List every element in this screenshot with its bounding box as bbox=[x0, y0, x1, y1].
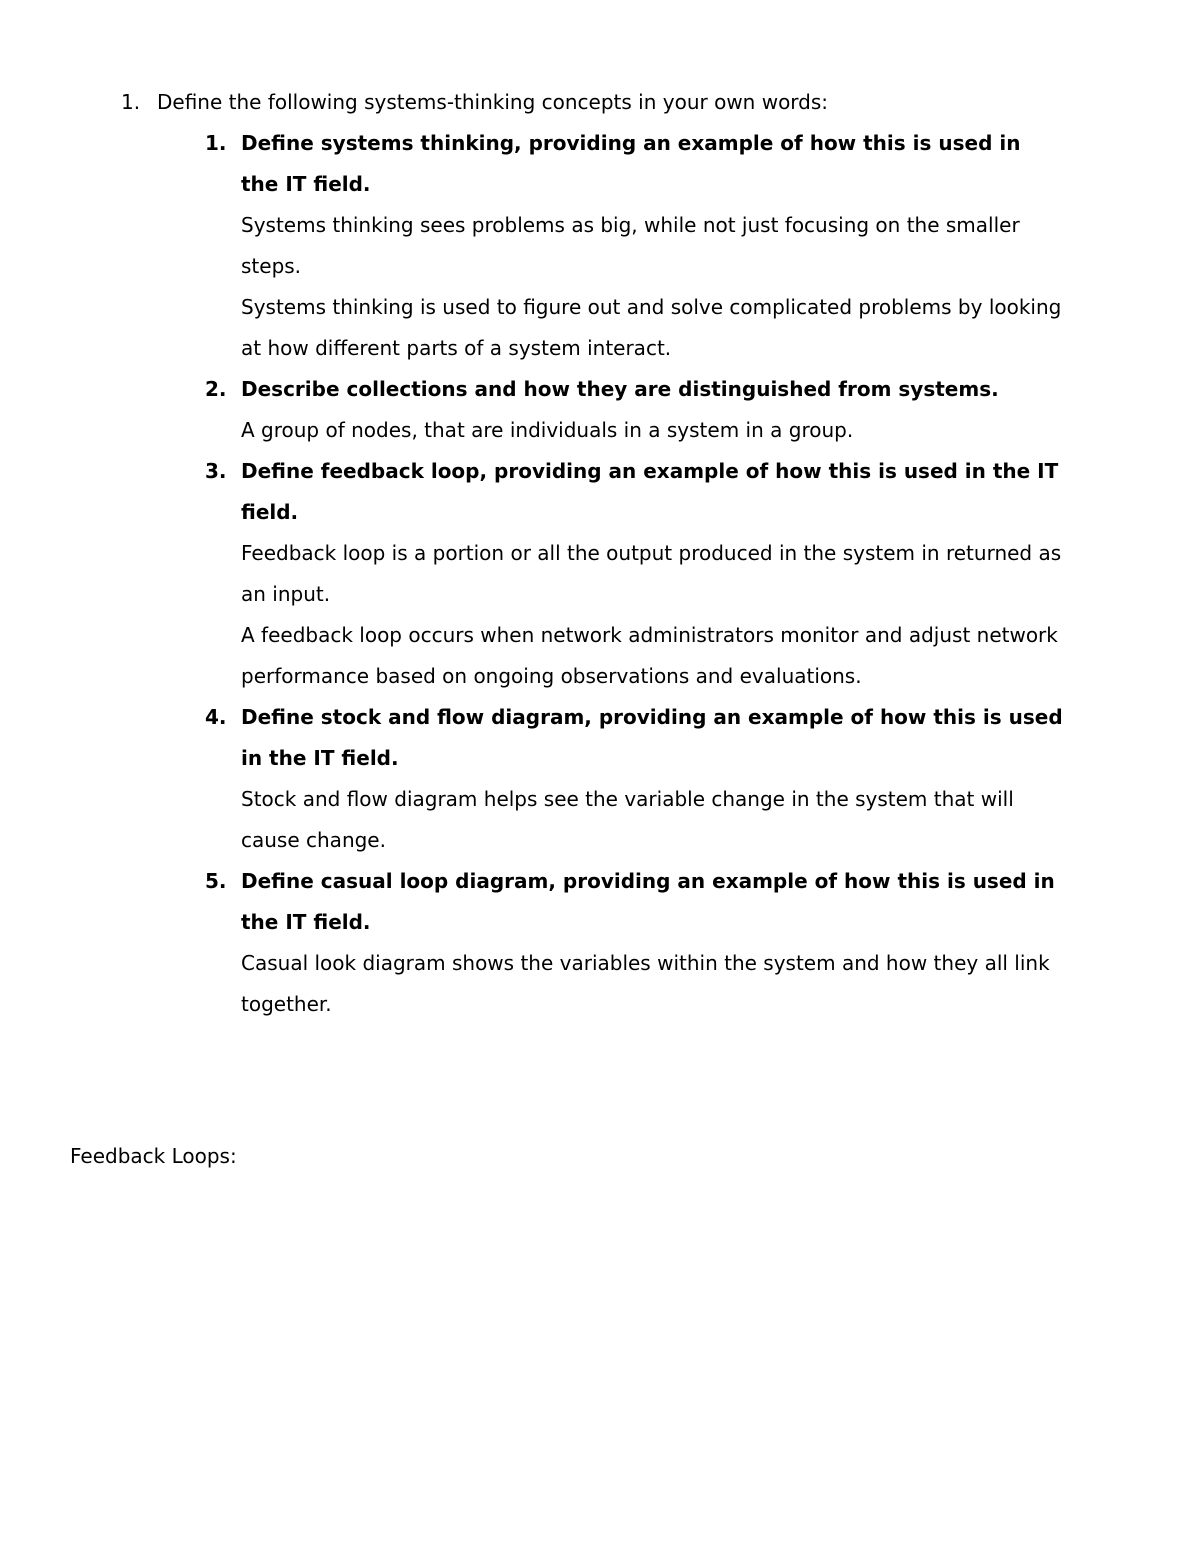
feedback-loops-label: Feedback Loops: bbox=[70, 1144, 237, 1168]
sub-item-4-heading-1: Define stock and flow diagram, providing an example of how this is used bbox=[241, 705, 1063, 729]
sub-item-4-heading-line-1 bbox=[0, 697, 1200, 738]
sub-item-2-heading-1: Describe collections and how they are distinguished from systems. bbox=[241, 377, 999, 401]
sub-item-5-heading-line-1 bbox=[0, 861, 1200, 902]
sub-item-3-heading-1: Define feedback loop, providing an example of how this is used in the IT bbox=[241, 459, 1059, 483]
sub-item-1-heading-2: the IT field. bbox=[241, 172, 371, 196]
sub-item-3-answer-2: an input. bbox=[241, 582, 331, 606]
sub-item-4 bbox=[0, 697, 1200, 861]
sub-item-2-number: 2. bbox=[205, 377, 227, 401]
sub-item-1-answer-3: Systems thinking is used to figure out and solve complicated problems by looking bbox=[241, 295, 1062, 319]
sub-item-4-answer-1: Stock and flow diagram helps see the variable change in the system that will bbox=[241, 787, 1014, 811]
sub-item-3-answer-4: performance based on ongoing observations and evaluations. bbox=[241, 664, 862, 688]
sub-item-3-answer-1: Feedback loop is a portion or all the output produced in the system in returned as bbox=[241, 541, 1062, 565]
sub-item-5-answer-line-2 bbox=[0, 984, 1200, 1025]
sub-item-1 bbox=[0, 123, 1200, 369]
sub-item-5-answer-2: together. bbox=[241, 992, 332, 1016]
sub-item-5-heading-1: Define casual loop diagram, providing an example of how this is used in bbox=[241, 869, 1055, 893]
sub-item-3-heading-line-2 bbox=[0, 492, 1200, 533]
sub-item-4-answer-line-2 bbox=[0, 820, 1200, 861]
sub-item-1-answer-line-3 bbox=[0, 287, 1200, 328]
sub-item-1-answer-line-1 bbox=[0, 205, 1200, 246]
sub-item-5-heading-2: the IT field. bbox=[241, 910, 371, 934]
sub-item-4-heading-2: in the IT field. bbox=[241, 746, 399, 770]
sub-item-4-answer-2: cause change. bbox=[241, 828, 386, 852]
sub-item-1-answer-2: steps. bbox=[241, 254, 302, 278]
sub-item-4-heading-line-2 bbox=[0, 738, 1200, 779]
sub-item-4-number: 4. bbox=[205, 705, 227, 729]
sub-item-3-answer-line-2 bbox=[0, 574, 1200, 615]
sub-item-3-heading-2: field. bbox=[241, 500, 299, 524]
sub-item-1-answer-line-2 bbox=[0, 246, 1200, 287]
outer-list-item bbox=[0, 82, 1200, 1025]
sub-item-5 bbox=[0, 861, 1200, 1025]
sub-item-3-answer-line-1 bbox=[0, 533, 1200, 574]
sub-item-5-heading-line-2 bbox=[0, 902, 1200, 943]
sub-item-1-answer-4: at how different parts of a system interact. bbox=[241, 336, 672, 360]
sub-item-3-answer-3: A feedback loop occurs when network administrators monitor and adjust network bbox=[241, 623, 1058, 647]
sub-item-1-answer-1: Systems thinking sees problems as big, while not just focusing on the smaller bbox=[241, 213, 1020, 237]
outer-line bbox=[0, 82, 1200, 123]
sub-item-2-heading-line-1 bbox=[0, 369, 1200, 410]
sub-item-4-answer-line-1 bbox=[0, 779, 1200, 820]
outer-text: Define the following systems-thinking concepts in your own words: bbox=[157, 90, 829, 114]
sub-item-3-answer-line-3 bbox=[0, 615, 1200, 656]
sub-item-2-answer-line-1 bbox=[0, 410, 1200, 451]
sub-item-5-answer-1: Casual look diagram shows the variables within the system and how they all link bbox=[241, 951, 1050, 975]
sub-item-3-number: 3. bbox=[205, 459, 227, 483]
sub-item-2 bbox=[0, 369, 1200, 451]
sub-item-1-heading-line-1 bbox=[0, 123, 1200, 164]
sub-item-2-answer-1: A group of nodes, that are individuals in a system in a group. bbox=[241, 418, 854, 442]
sub-item-5-answer-line-1 bbox=[0, 943, 1200, 984]
sub-item-3-answer-line-4 bbox=[0, 656, 1200, 697]
sub-item-3-heading-line-1 bbox=[0, 451, 1200, 492]
sub-item-1-heading-line-2 bbox=[0, 164, 1200, 205]
outer-number: 1. bbox=[121, 90, 141, 114]
sub-item-1-number: 1. bbox=[205, 131, 227, 155]
sub-item-3 bbox=[0, 451, 1200, 697]
sub-item-1-heading-1: Define systems thinking, providing an example of how this is used in bbox=[241, 131, 1021, 155]
sub-item-5-number: 5. bbox=[205, 869, 227, 893]
sub-item-1-answer-line-4 bbox=[0, 328, 1200, 369]
